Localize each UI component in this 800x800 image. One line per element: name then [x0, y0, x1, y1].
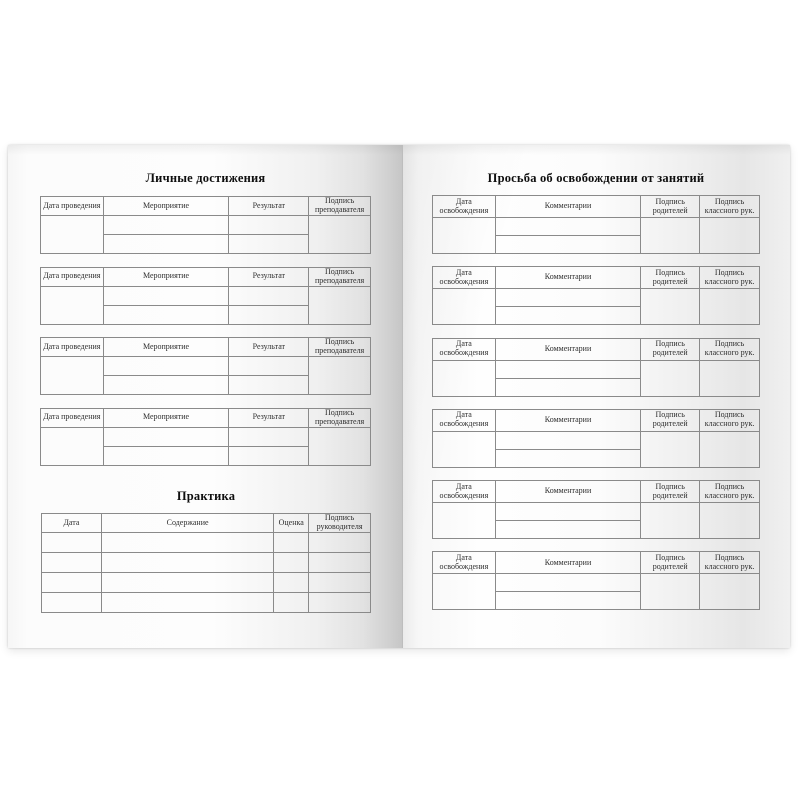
column-header: Оценка: [274, 514, 309, 533]
blank-cell-comment: [495, 289, 641, 307]
column-header: Мероприятие: [103, 338, 229, 357]
column-header: Комментарии: [495, 481, 641, 503]
column-header: Дата проведения: [41, 197, 104, 216]
blank-cell-result: [229, 446, 309, 465]
blank-cell-comment: [495, 218, 641, 236]
column-header: Мероприятие: [103, 267, 229, 286]
column-header: Результат: [229, 338, 309, 357]
release-section-title: Просьба об освобождении от занятий: [487, 171, 705, 185]
release-table-5: [432, 480, 760, 539]
blank-cell-event: [103, 286, 229, 305]
blank-cell-supervisor-signature: [309, 533, 371, 553]
column-header: Содержание: [101, 514, 273, 533]
blank-cell-event: [103, 357, 229, 376]
blank-cell-result: [229, 305, 309, 324]
blank-cell-class-teacher-signature: [700, 218, 760, 254]
blank-cell-content: [101, 533, 273, 553]
blank-cell-release-date: [433, 218, 496, 254]
blank-cell-release-date: [433, 431, 496, 467]
column-header: Подпись преподавателя: [309, 197, 371, 216]
column-header: Подпись классного рук.: [700, 196, 760, 218]
blank-cell-comment: [495, 378, 641, 396]
blank-cell-parent-signature: [641, 431, 700, 467]
blank-cell-comment: [495, 521, 641, 539]
blank-cell-date: [41, 216, 104, 254]
column-header: Результат: [229, 267, 309, 286]
column-header: Комментарии: [495, 409, 641, 431]
blank-cell-grade: [274, 553, 309, 573]
column-header: Комментарии: [495, 267, 641, 289]
column-header: Дата освобождения: [433, 409, 496, 431]
column-header: Подпись преподавателя: [309, 267, 371, 286]
column-header: Результат: [229, 197, 309, 216]
column-header: Дата проведения: [41, 408, 104, 427]
blank-cell-content: [101, 573, 273, 593]
release-table-4: [432, 409, 760, 468]
blank-cell-release-date: [433, 503, 496, 539]
blank-cell-class-teacher-signature: [700, 431, 760, 467]
blank-cell-class-teacher-signature: [700, 289, 760, 325]
blank-cell-date: [42, 553, 102, 573]
column-header: Комментарии: [495, 196, 641, 218]
practice-table: [41, 513, 371, 613]
blank-cell-event: [103, 235, 229, 254]
blank-cell-teacher-signature: [309, 427, 371, 465]
column-header: Подпись родителей: [641, 338, 700, 360]
blank-cell-release-date: [433, 360, 496, 396]
column-header: Подпись родителей: [641, 267, 700, 289]
column-header: Дата освобождения: [433, 267, 496, 289]
column-header: Дата проведения: [41, 267, 104, 286]
blank-cell-release-date: [433, 574, 496, 610]
blank-cell-comment: [495, 307, 641, 325]
blank-cell-parent-signature: [641, 574, 700, 610]
column-header: Подпись родителей: [641, 552, 700, 574]
column-header: Мероприятие: [103, 197, 229, 216]
release-table-3: [432, 338, 760, 397]
blank-cell-content: [101, 593, 273, 613]
column-header: Результат: [229, 408, 309, 427]
column-header: Дата освобождения: [433, 338, 496, 360]
blank-cell-comment: [495, 592, 641, 610]
blank-cell-date: [41, 427, 104, 465]
blank-cell-grade: [274, 533, 309, 553]
column-header: Дата освобождения: [433, 481, 496, 503]
left-page: [8, 145, 403, 648]
blank-cell-supervisor-signature: [309, 593, 371, 613]
achievements-table-1: [40, 196, 371, 254]
column-header: Комментарии: [495, 552, 641, 574]
column-header: Комментарии: [495, 338, 641, 360]
blank-cell-class-teacher-signature: [700, 503, 760, 539]
achievements-section-title: Личные достижения: [145, 171, 266, 185]
column-header: Подпись классного рук.: [700, 481, 760, 503]
column-header: Подпись руководителя: [309, 514, 371, 533]
column-header: Дата проведения: [41, 338, 104, 357]
blank-cell-teacher-signature: [309, 357, 371, 395]
blank-cell-event: [103, 376, 229, 395]
blank-cell-date: [42, 593, 102, 613]
blank-cell-comment: [495, 503, 641, 521]
blank-cell-event: [103, 427, 229, 446]
achievements-table-2: [40, 267, 371, 325]
blank-cell-comment: [495, 449, 641, 467]
blank-cell-result: [229, 216, 309, 235]
release-tables-group: [432, 195, 760, 623]
blank-cell-comment: [495, 574, 641, 592]
column-header: Подпись классного рук.: [700, 267, 760, 289]
blank-cell-supervisor-signature: [309, 553, 371, 573]
right-page: [403, 145, 790, 648]
column-header: Подпись классного рук.: [700, 552, 760, 574]
blank-cell-grade: [274, 593, 309, 613]
blank-cell-class-teacher-signature: [700, 574, 760, 610]
blank-cell-parent-signature: [641, 503, 700, 539]
blank-cell-class-teacher-signature: [700, 360, 760, 396]
column-header: Дата освобождения: [433, 552, 496, 574]
blank-cell-parent-signature: [641, 360, 700, 396]
blank-cell-parent-signature: [641, 218, 700, 254]
column-header: Мероприятие: [103, 408, 229, 427]
achievements-table-3: [40, 337, 371, 395]
blank-cell-supervisor-signature: [309, 573, 371, 593]
blank-cell-parent-signature: [641, 289, 700, 325]
column-header: Дата: [42, 514, 102, 533]
column-header: Подпись родителей: [641, 196, 700, 218]
column-header: Подпись родителей: [641, 481, 700, 503]
column-header: Подпись преподавателя: [309, 338, 371, 357]
blank-cell-result: [229, 376, 309, 395]
blank-cell-comment: [495, 360, 641, 378]
blank-cell-teacher-signature: [309, 216, 371, 254]
practice-table-group: [41, 513, 371, 613]
blank-cell-grade: [274, 573, 309, 593]
blank-cell-date: [41, 357, 104, 395]
column-header: Подпись классного рук.: [700, 338, 760, 360]
blank-cell-event: [103, 446, 229, 465]
blank-cell-event: [103, 216, 229, 235]
achievements-table-4: [40, 408, 371, 466]
column-header: Подпись родителей: [641, 409, 700, 431]
blank-cell-date: [41, 286, 104, 324]
release-table-1: [432, 195, 760, 254]
column-header: Подпись преподавателя: [309, 408, 371, 427]
blank-cell-teacher-signature: [309, 286, 371, 324]
blank-cell-date: [42, 533, 102, 553]
blank-cell-content: [101, 553, 273, 573]
blank-cell-release-date: [433, 289, 496, 325]
blank-cell-result: [229, 357, 309, 376]
blank-cell-date: [42, 573, 102, 593]
blank-cell-comment: [495, 236, 641, 254]
blank-cell-comment: [495, 431, 641, 449]
blank-cell-result: [229, 235, 309, 254]
diary-spread: [8, 145, 790, 648]
column-header: Дата освобождения: [433, 196, 496, 218]
blank-cell-event: [103, 305, 229, 324]
release-table-6: [432, 551, 760, 610]
practice-section-title: Практика: [176, 489, 236, 503]
blank-cell-result: [229, 427, 309, 446]
achievements-tables-group: [40, 196, 371, 478]
blank-cell-result: [229, 286, 309, 305]
release-table-2: [432, 266, 760, 325]
column-header: Подпись классного рук.: [700, 409, 760, 431]
